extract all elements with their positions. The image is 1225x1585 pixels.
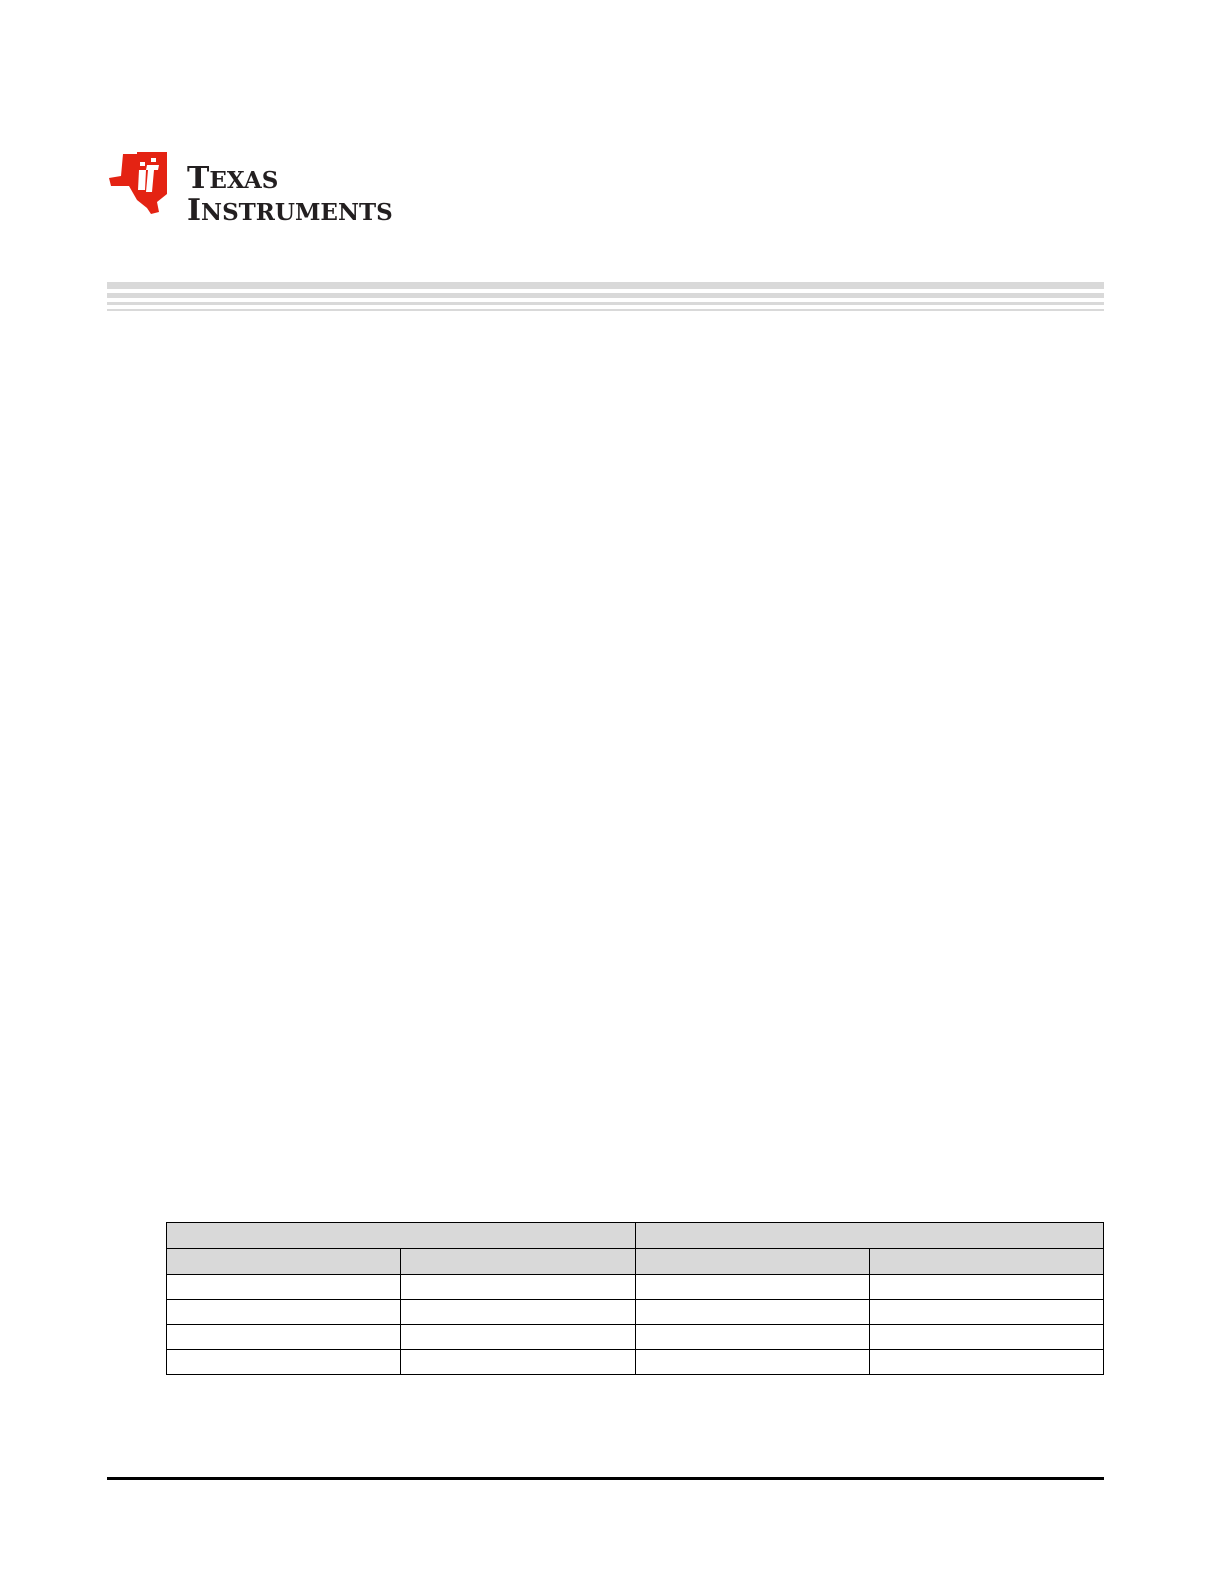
table-group-header-row bbox=[167, 1223, 1104, 1249]
table-group-header bbox=[635, 1223, 1104, 1249]
wordmark-line-instruments: INSTRUMENTS bbox=[187, 193, 393, 228]
header-rule bbox=[107, 293, 1104, 298]
header-rule bbox=[107, 302, 1104, 305]
header-rule bbox=[107, 282, 1104, 289]
table-column-header bbox=[167, 1249, 401, 1275]
table-cell bbox=[167, 1300, 401, 1325]
table-cell bbox=[401, 1300, 635, 1325]
table-cell bbox=[167, 1275, 401, 1300]
table-cell bbox=[401, 1350, 635, 1375]
table-cell bbox=[635, 1275, 869, 1300]
table-cell bbox=[869, 1275, 1103, 1300]
footer-rule bbox=[107, 1477, 1104, 1480]
table-cell bbox=[167, 1350, 401, 1375]
table-cell bbox=[635, 1350, 869, 1375]
table-column-header bbox=[635, 1249, 869, 1275]
ti-logo bbox=[107, 150, 427, 230]
table-cell bbox=[167, 1325, 401, 1350]
table-column-header bbox=[401, 1249, 635, 1275]
table-row bbox=[167, 1275, 1104, 1300]
table-column-header bbox=[869, 1249, 1103, 1275]
wordmark-line-texas: TEXAS bbox=[187, 161, 279, 196]
table-row bbox=[167, 1325, 1104, 1350]
header-rule bbox=[107, 309, 1104, 311]
table-row bbox=[167, 1300, 1104, 1325]
ti-wordmark bbox=[187, 161, 393, 228]
table-row bbox=[167, 1350, 1104, 1375]
table-cell bbox=[869, 1300, 1103, 1325]
table-cell bbox=[401, 1325, 635, 1350]
data-table bbox=[166, 1222, 1104, 1375]
table-cell bbox=[635, 1325, 869, 1350]
table-cell bbox=[869, 1350, 1103, 1375]
table-cell bbox=[869, 1325, 1103, 1350]
header-rule-band bbox=[107, 282, 1104, 311]
table-cell bbox=[635, 1300, 869, 1325]
table-cell bbox=[401, 1275, 635, 1300]
table-column-header-row bbox=[167, 1249, 1104, 1275]
table-group-header bbox=[167, 1223, 636, 1249]
ti-logo-mark-icon bbox=[107, 150, 173, 216]
